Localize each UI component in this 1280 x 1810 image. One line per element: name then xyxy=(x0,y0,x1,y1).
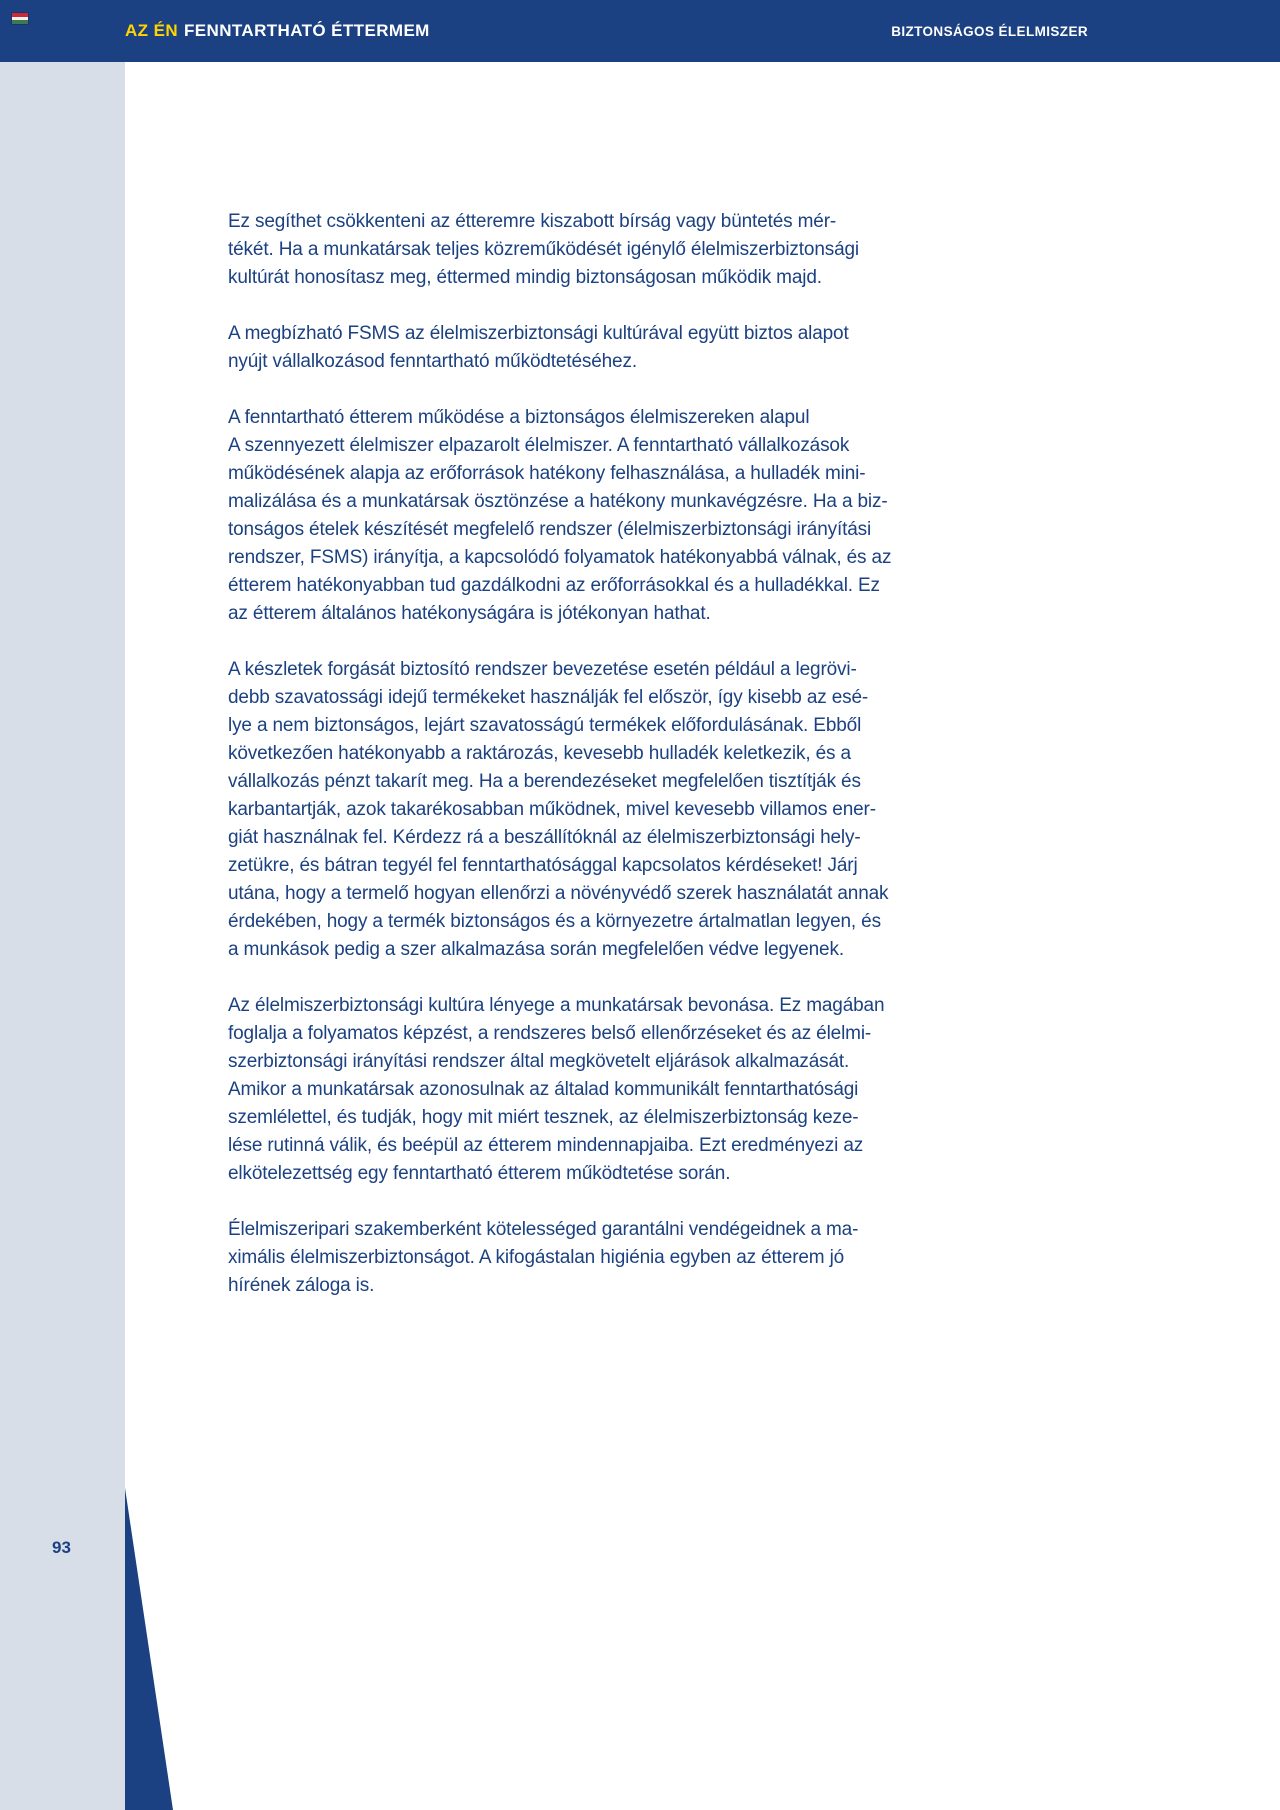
text-line: foglalja a folyamatos képzést, a rendszeres belső ellenőrzéseket és az élelmi- xyxy=(228,1023,872,1044)
text-line: elkötelezettség egy fenntartható étterem működtetése során. xyxy=(228,1163,731,1184)
text-line: az étterem általános hatékonyságára is jótékonyan hathat. xyxy=(228,603,711,624)
title-rest: FENNTARTHATÓ ÉTTERMEM xyxy=(184,21,430,40)
text-line: vállalkozás pénzt takarít meg. Ha a berendezéseket megfelelően tisztítják és xyxy=(228,771,861,792)
text-line: giát használnak fel. Kérdezz rá a beszállítóknál az élelmiszerbiztonsági hely- xyxy=(228,827,861,848)
title-accent: AZ ÉN xyxy=(125,21,178,40)
paragraph xyxy=(228,1216,1018,1300)
paragraph xyxy=(228,992,1018,1188)
text-line: nyújt vállalkozásod fenntartható működtetéséhez. xyxy=(228,351,637,372)
text-line: malizálása és a munkatársak ösztönzése a hatékony munkavégzésre. Ha a biz- xyxy=(228,491,888,512)
text-line: utána, hogy a termelő hogyan ellenőrzi a növényvédő szerek használatát annak xyxy=(228,883,889,904)
text-line: tonságos ételek készítését megfelelő rendszer (élelmiszerbiztonsági irányítási xyxy=(228,519,872,540)
text-line: zetükre, és bátran tegyél fel fenntarthatósággal kapcsolatos kérdéseket! Járj xyxy=(228,855,858,876)
text-line: a munkások pedig a szer alkalmazása során megfelelően védve legyenek. xyxy=(228,939,844,960)
text-line: ximális élelmiszerbiztonságot. A kifogástalan higiénia egyben az étterem jó xyxy=(228,1247,845,1268)
text-line: szemlélettel, és tudják, hogy mit miért tesznek, az élelmiszerbiztonság keze- xyxy=(228,1107,859,1128)
text-line: Ez segíthet csökkenteni az étteremre kiszabott bírság vagy büntetés mér- xyxy=(228,211,837,232)
document-title xyxy=(125,21,430,41)
text-line: Amikor a munkatársak azonosulnak az általad kommunikált fenntarthatósági xyxy=(228,1079,859,1100)
text-line: A fenntartható étterem működése a biztonságos élelmiszereken alapul xyxy=(228,407,810,428)
text-line: működésének alapja az erőforrások hatékony felhasználása, a hulladék mini- xyxy=(228,463,866,484)
text-line: következően hatékonyabb a raktározás, kevesebb hulladék keletkezik, és a xyxy=(228,743,851,764)
paragraph xyxy=(228,404,1018,628)
text-line: Élelmiszeripari szakemberként kötelességed garantálni vendégeidnek a ma- xyxy=(228,1219,859,1240)
header-bar xyxy=(0,0,1280,62)
text-line: rendszer, FSMS) irányítja, a kapcsolódó folyamatok hatékonyabbá válnak, és az xyxy=(228,547,892,568)
text-line: hírének záloga is. xyxy=(228,1275,375,1296)
text-line: A szennyezett élelmiszer elpazarolt élelmiszer. A fenntartható vállalkozások xyxy=(228,435,850,456)
text-line: debb szavatossági idejű termékeket használják fel először, így kisebb az esé- xyxy=(228,687,869,708)
hungarian-flag-icon xyxy=(12,13,28,24)
text-line: lése rutinná válik, és beépül az étterem mindennapjaiba. Ezt eredményezi az xyxy=(228,1135,864,1156)
paragraph xyxy=(228,320,1018,376)
text-line: Az élelmiszerbiztonsági kultúra lényege a munkatársak bevonása. Ez magában xyxy=(228,995,885,1016)
text-line: érdekében, hogy a termék biztonságos és a környezetre ártalmatlan legyen, és xyxy=(228,911,881,932)
text-line: tékét. Ha a munkatársak teljes közreműködését igénylő élelmiszerbiztonsági xyxy=(228,239,859,260)
flag-stripe-green xyxy=(12,20,28,24)
corner-accent-shape xyxy=(125,1488,173,1810)
text-line: karbantartják, azok takarékosabban működnek, mivel kevesebb villamos ener- xyxy=(228,799,876,820)
text-line: kultúrát honosítasz meg, éttermed mindig biztonságosan működik majd. xyxy=(228,267,822,288)
text-line: szerbiztonsági irányítási rendszer által megkövetelt eljárások alkalmazását. xyxy=(228,1051,850,1072)
text-line: étterem hatékonyabban tud gazdálkodni az erőforrásokkal és a hulladékkal. Ez xyxy=(228,575,880,596)
paragraph xyxy=(228,656,1018,964)
text-line: A megbízható FSMS az élelmiszerbiztonsági kultúrával együtt biztos alapot xyxy=(228,323,849,344)
text-line: A készletek forgását biztosító rendszer bevezetése esetén például a legrövi- xyxy=(228,659,857,680)
paragraph xyxy=(228,208,1018,292)
body-text xyxy=(228,208,1018,1328)
section-label: BIZTONSÁGOS ÉLELMISZER xyxy=(891,23,1088,39)
text-line: lye a nem biztonságos, lejárt szavatosságú termékek előfordulásának. Ebből xyxy=(228,715,862,736)
page-number: 93 xyxy=(52,1538,71,1557)
